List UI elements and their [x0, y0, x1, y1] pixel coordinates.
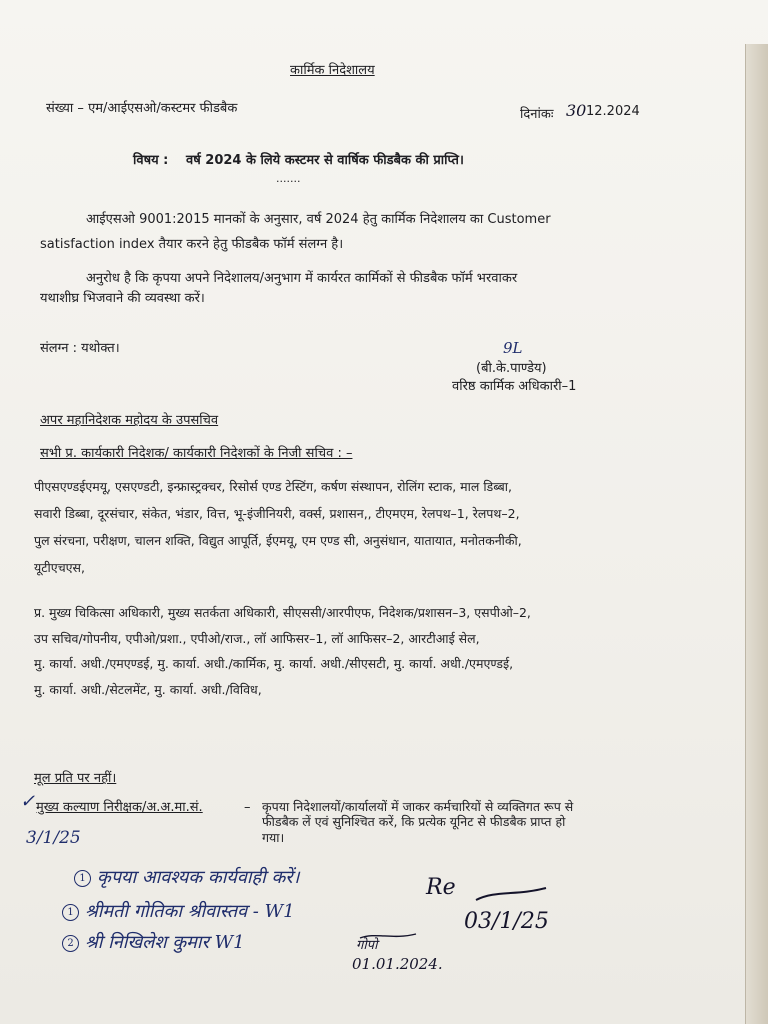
request-line2: फीडबैक लें एवं सुनिश्चित करें, कि प्रत्येक यूनिट से फीडबैक प्राप्त हो: [262, 814, 566, 829]
distribution-list1-line2: सवारी डिब्बा, दूरसंचार, संकेत, भंडार, वित्त, भू-इंजीनियरी, वर्क्स, प्रशासन,, टीएमएम, रेलपथ–1, रेलपथ–2,: [34, 506, 520, 521]
handwritten-initials: Re: [426, 875, 456, 900]
handwritten-date-note: 3/1/25: [26, 828, 81, 848]
subject-label: विषय :: [133, 153, 169, 168]
distribution-list2-line4: मु. कार्या. अधी./सेटलमेंट, मु. कार्या. अधी./विविध,: [34, 682, 262, 697]
handwritten-name-1-text: श्रीमती गोतिका श्रीवास्तव - W1: [85, 901, 295, 922]
welfare-inspector: मुख्य कल्याण निरीक्षक/अ.अ.मा.सं.: [36, 800, 203, 815]
directorate-heading: कार्मिक निदेशालय: [290, 63, 375, 78]
item-number-circle: 1: [74, 870, 91, 887]
request-line3: गया।: [262, 830, 285, 845]
para1-line2: satisfaction index तैयार करने हेतु फीडबैक फॉर्म संलग्न है।: [40, 237, 344, 252]
not-on-original-note: मूल प्रति पर नहीं।: [34, 771, 117, 786]
date-label: दिनांकः: [520, 107, 554, 122]
para2-line2: यथाशीघ्र भिजवाने की व्यवस्था करें।: [40, 291, 205, 306]
tick-mark: ✓: [20, 791, 36, 812]
distribution-list2-line1: प्र. मुख्य चिकित्सा अधिकारी, मुख्य सतर्कता अधिकारी, सीएससी/आरपीएफ, निदेशक/प्रशासन–3, एसपीओ–2,: [34, 605, 531, 620]
handwritten-name-2-text: श्री निखिलेश कुमार W1: [85, 932, 245, 953]
signatory-designation: वरिष्ठ कार्मिक अधिकारी–1: [452, 379, 577, 394]
signature-strokes: [356, 875, 556, 950]
distribution-list1-line4: यूटीएचएस,: [34, 560, 85, 575]
handwritten-date-a: 03/1/25: [464, 909, 549, 934]
para2-line1: अनुरोध है कि कृपया अपने निदेशालय/अनुभाग में कार्यरत कार्मिकों से फीडबैक फॉर्म भरवाकर: [86, 271, 518, 286]
footer-dash: –: [244, 800, 251, 815]
para1-line1: आईएसओ 9001:2015 मानकों के अनुसार, वर्ष 2024 हेतु कार्मिक निदेशालय का Customer: [86, 212, 551, 227]
handwritten-sign-b: गोपो: [356, 938, 378, 953]
signatory-name: (बी.के.पाण्डेय): [476, 361, 547, 376]
distribution-heading-1: अपर महानिदेशक महोदय के उपसचिव: [40, 413, 219, 428]
handwritten-instruction: [74, 868, 299, 888]
reference-number: संख्या – एम/आईएसओ/कस्टमर फीडबैक: [46, 101, 238, 116]
distribution-list1-line3: पुल संरचना, परीक्षण, चालन शक्ति, विद्युत आपूर्ति, ईएमयू, एम एण्ड सी, अनुसंधान, यातायात, मनोतकनीकी,: [34, 533, 522, 548]
request-line1: कृपया निदेशालयों/कार्यालयों में जाकर कर्मचारियों से व्यक्तिगत रूप से: [262, 799, 574, 814]
handwritten-instruction-text: कृपया आवश्यक कार्यवाही करें।: [97, 867, 300, 888]
handwritten-date-day: 30: [566, 101, 587, 120]
handwritten-name-2: [62, 933, 245, 953]
subject-text: वर्ष 2024 के लिये कस्टमर से वार्षिक फीडबैक की प्राप्ति।: [186, 153, 464, 168]
handwritten-date-b: 01.01.2024.: [352, 955, 443, 973]
distribution-list2-line2: उप सचिव/गोपनीय, एपीओ/प्रशा., एपीओ/राज., लॉ आफिसर–1, लॉ आफिसर–2, आरटीआई सेल,: [34, 631, 480, 646]
distribution-list1-line1: पीएसएण्डईएमयू, एसएण्डटी, इन्फ्रास्ट्रक्चर, रिसोर्स एण्ड टेस्टिंग, कर्षण संस्थापन, रोलिंग स्टाक, माल डिब्बा,: [34, 479, 512, 494]
distribution-list2-line3: मु. कार्या. अधी./एमएण्डई, मु. कार्या. अधी./कार्मिक, मु. कार्या. अधी./सीएसटी, मु. कार्या. अधी./एमएण्डई,: [34, 656, 514, 671]
distribution-heading-2: सभी प्र. कार्यकारी निदेशक/ कार्यकारी निदेशकों के निजी सचिव : –: [40, 446, 353, 461]
item-number-circle: 2: [62, 935, 79, 952]
handwritten-name-1: [62, 902, 295, 922]
item-number-circle: 1: [62, 904, 79, 921]
subject-dots: .......: [276, 172, 301, 185]
page-edge: [745, 44, 768, 1024]
enclosure-note: संलग्न : यथोक्त।: [40, 341, 120, 356]
date-value: 12.2024: [586, 104, 640, 119]
signature-initials: 9L: [503, 339, 523, 357]
